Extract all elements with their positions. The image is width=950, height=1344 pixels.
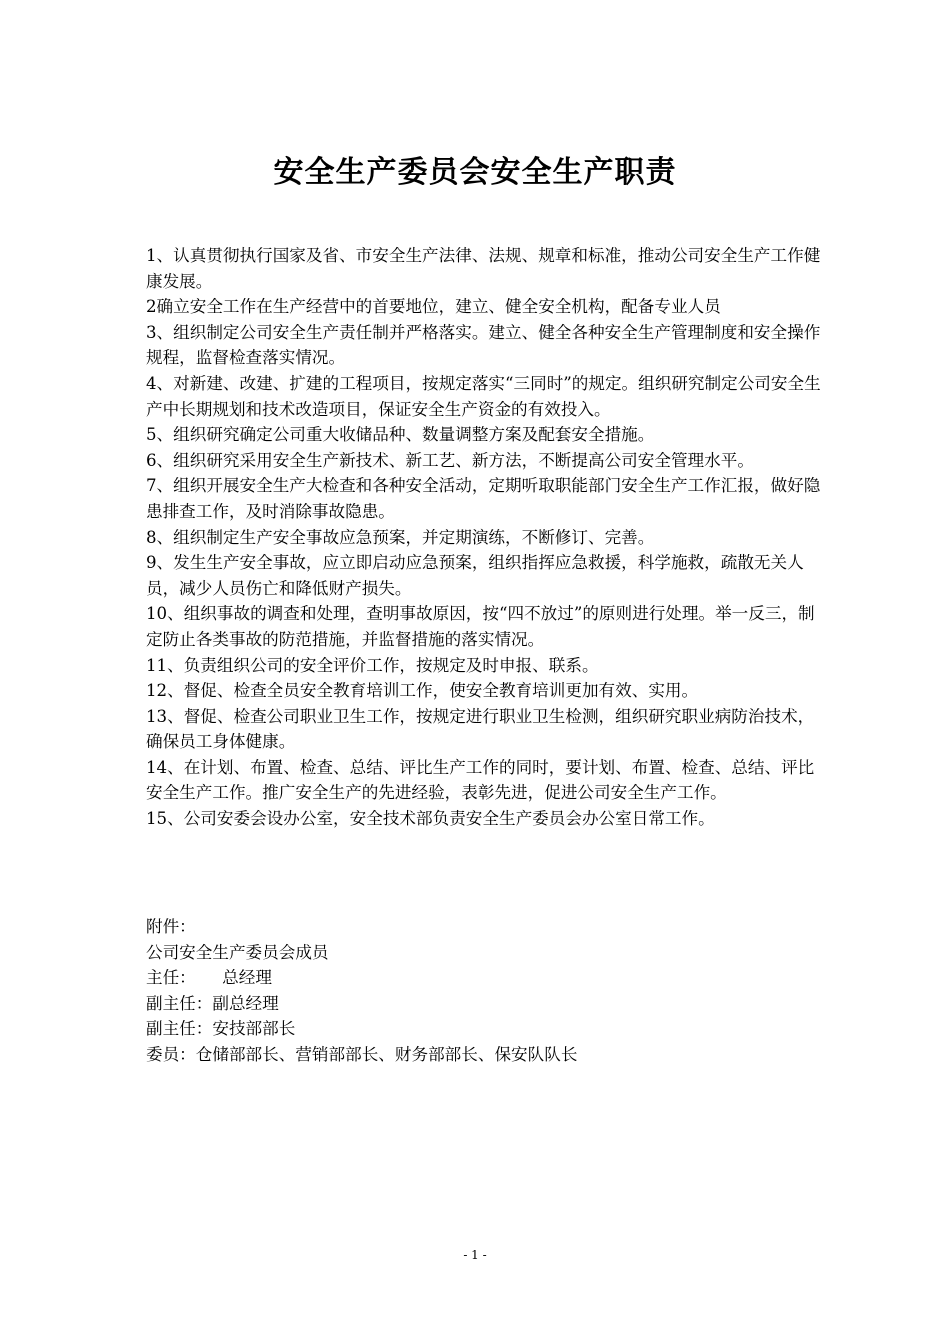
document-title: 安全生产委员会安全生产职责 (273, 155, 677, 190)
clause-item: 9、发生生产安全事故，应立即启动应急预案，组织指挥应急救援，科学施救，疏散无关人员，减少人员伤亡和降低财产损失。 (146, 553, 804, 598)
clause-item: 14、在计划、布置、检查、总结、评比生产工作的同时，要计划、布置、检查、总结、评比安全生产工作。推广安全生产的先进经验，表彰先进，促进公司安全生产工作。 (146, 757, 815, 803)
clause-item: 8、组织制定生产安全事故应急预案，并定期演练，不断修订、完善。 (146, 527, 655, 547)
clause-item: 15、公司安委会设办公室，安全技术部负责安全生产委员会办公室日常工作。 (146, 809, 715, 829)
attachment-subtitle: 公司安全生产委员会成员 (146, 942, 329, 962)
page-number: - 1 - (463, 1248, 487, 1262)
clause-list (146, 243, 822, 832)
clause-item: 11、负责组织公司的安全评价工作，按规定及时申报、联系。 (146, 655, 599, 675)
clause-item: 4、对新建、改建、扩建的工程项目，按规定落实“三同时”的规定。组织研究制定公司安全生产中长期规划和技术改造项目，保证安全生产资金的有效投入。 (146, 373, 821, 419)
clause-item: 2确立安全工作在生产经营中的首要地位，建立、健全安全机构，配备专业人员 (146, 297, 721, 317)
clause-item: 1、认真贯彻执行国家及省、市安全生产法律、法规、规章和标准，推动公司安全生产工作健康发展。 (146, 246, 821, 291)
clause-item: 12、督促、检查全员安全教育培训工作，使安全教育培训更加有效、实用。 (146, 681, 699, 701)
attachment-heading: 附件： (146, 917, 196, 936)
committee-director: 主任： 总经理 (146, 968, 272, 988)
committee-members: 委员：仓储部部长、营销部部长、财务部部长、保安队队长 (146, 1044, 578, 1064)
committee-deputy: 副主任：副总经理 (146, 993, 279, 1013)
attachment-section (146, 914, 822, 1068)
clause-item: 3、组织制定公司安全生产责任制并严格落实。建立、健全各种安全生产管理制度和安全操作规程，监督检查落实情况。 (146, 322, 821, 368)
clause-item: 5、组织研究确定公司重大收储品种、数量调整方案及配套安全措施。 (146, 425, 655, 445)
clause-item: 6、组织研究采用安全生产新技术、新工艺、新方法，不断提高公司安全管理水平。 (146, 450, 754, 470)
committee-deputy: 副主任：安技部部长 (146, 1019, 296, 1039)
clause-item: 10、组织事故的调查和处理，查明事故原因，按“四不放过”的原则进行处理。举一反三，制定防止各类事故的防范措施，并监督措施的落实情况。 (146, 604, 815, 649)
clause-item: 13、督促、检查公司职业卫生工作，按规定进行职业卫生检测，组织研究职业病防治技术，确保员工身体健康。 (146, 706, 815, 752)
clause-item: 7、组织开展安全生产大检查和各种安全活动，定期听取职能部门安全生产工作汇报，做好隐患排查工作，及时消除事故隐患。 (146, 476, 821, 521)
